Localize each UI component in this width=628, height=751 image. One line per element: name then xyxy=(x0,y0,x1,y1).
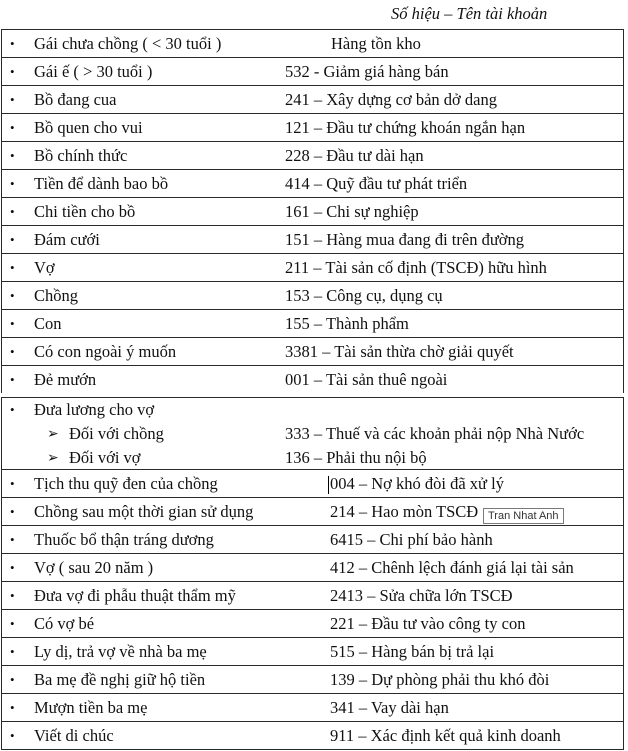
row-left-border xyxy=(1,526,2,553)
item-label: Bồ chính thức xyxy=(34,145,128,165)
table-row xyxy=(1,525,624,553)
bullet-icon: • xyxy=(10,35,15,51)
row-left-border xyxy=(1,338,2,365)
table-row xyxy=(1,365,624,393)
bullet-icon: • xyxy=(10,531,15,547)
bullet-icon: • xyxy=(10,402,15,417)
account-name: 2413 – Sửa chữa lớn TSCĐ xyxy=(330,585,513,605)
bullet-icon: • xyxy=(10,147,15,163)
item-label: Thuốc bổ thận tráng dương xyxy=(34,529,214,549)
row-left-border xyxy=(1,254,2,281)
row-left-border xyxy=(1,198,2,225)
row-left-border xyxy=(1,282,2,309)
table-row xyxy=(1,665,624,693)
bullet-icon: • xyxy=(10,559,15,575)
item-label: Ly dị, trả vợ về nhà ba mẹ xyxy=(34,641,207,661)
row-left-border xyxy=(1,114,2,141)
row-right-border xyxy=(623,526,624,553)
table-row xyxy=(1,29,624,57)
row-right-border xyxy=(623,86,624,113)
item-label: Bồ quen cho vui xyxy=(34,117,143,137)
bullet-icon: • xyxy=(10,371,15,387)
row-right-border xyxy=(623,142,624,169)
item-label: Đối với vợ xyxy=(69,448,141,467)
row-left-border xyxy=(1,638,2,665)
row-left-border xyxy=(1,226,2,253)
arrow-icon: ➢ xyxy=(47,426,59,442)
table-row xyxy=(1,309,624,337)
row-right-border xyxy=(623,198,624,225)
item-label: Tịch thu quỹ đen của chồng xyxy=(34,473,218,493)
account-name: 6415 – Chi phí bảo hành xyxy=(330,529,493,549)
account-name: 911 – Xác định kết quả kinh doanh xyxy=(330,725,561,745)
row-left-border xyxy=(1,470,2,497)
item-label: Gái ế ( > 30 tuổi ) xyxy=(34,61,153,81)
bullet-icon: • xyxy=(10,727,15,743)
bullet-icon: • xyxy=(10,315,15,331)
item-label: Chi tiền cho bồ xyxy=(34,201,136,221)
bullet-icon: • xyxy=(10,671,15,687)
item-label: Mượn tiền ba mẹ xyxy=(34,697,148,717)
row-left-border xyxy=(1,582,2,609)
account-name: 228 – Đầu tư dài hạn xyxy=(285,145,424,165)
account-name: 153 – Công cụ, dụng cụ xyxy=(285,285,443,305)
row-right-border xyxy=(623,554,624,581)
bullet-icon: • xyxy=(10,287,15,303)
row-left-border xyxy=(1,86,2,113)
bullet-icon: • xyxy=(10,615,15,631)
table-row xyxy=(1,253,624,281)
table-row xyxy=(1,337,624,365)
row-left-border xyxy=(1,666,2,693)
row-right-border xyxy=(623,722,624,749)
item-label: Có con ngoài ý muốn xyxy=(34,341,177,361)
table-row xyxy=(1,169,624,197)
item-label: Tiền để dành bao bồ xyxy=(34,173,169,193)
table-bottom-border xyxy=(1,749,624,750)
group-title: Đưa lương cho vợ xyxy=(34,400,155,419)
row-left-border xyxy=(1,58,2,85)
text-cursor xyxy=(328,476,329,494)
table-row xyxy=(1,693,624,721)
table-row xyxy=(1,721,624,749)
table-row xyxy=(1,637,624,665)
row-right-border xyxy=(623,694,624,721)
account-name: Hàng tồn kho xyxy=(331,33,421,53)
row-right-border xyxy=(623,610,624,637)
bullet-icon: • xyxy=(10,63,15,79)
header-title: Số hiệu – Tên tài khoản xyxy=(391,4,548,23)
account-name: 515 – Hàng bán bị trả lại xyxy=(330,641,495,661)
item-label: Vợ xyxy=(34,257,55,277)
table-row xyxy=(1,197,624,225)
account-name: 155 – Thành phẩm xyxy=(285,313,409,333)
table-row xyxy=(1,609,624,637)
account-name: 333 – Thuế và các khoản phải nộp Nhà Nước xyxy=(285,424,585,443)
row-left-border xyxy=(1,170,2,197)
row-right-border xyxy=(623,254,624,281)
account-name: 414 – Quỹ đầu tư phát triển xyxy=(285,173,468,193)
table-row xyxy=(1,281,624,309)
item-label: Vợ ( sau 20 năm ) xyxy=(34,557,154,577)
account-name: 136 – Phải thu nội bộ xyxy=(285,448,427,467)
row-right-border xyxy=(623,30,624,57)
account-name: 139 – Dự phòng phải thu khó đòi xyxy=(330,669,550,689)
account-name: 211 – Tài sản cố định (TSCĐ) hữu hình xyxy=(285,257,547,277)
account-name: 341 – Vay dài hạn xyxy=(330,697,449,717)
table-row xyxy=(1,113,624,141)
row-right-border xyxy=(623,310,624,337)
bullet-icon: • xyxy=(10,475,15,491)
row-right-border xyxy=(623,470,624,497)
item-label: Đối với chồng xyxy=(69,424,164,443)
table-row xyxy=(1,85,624,113)
account-name: 001 – Tài sản thuê ngoài xyxy=(285,369,448,389)
row-right-border xyxy=(623,282,624,309)
row-right-border xyxy=(623,498,624,525)
row-right-border xyxy=(623,170,624,197)
bullet-icon: • xyxy=(10,503,15,519)
table-header xyxy=(1,0,624,29)
table-row xyxy=(1,581,624,609)
bullet-icon: • xyxy=(10,119,15,135)
item-label: Con xyxy=(34,313,62,333)
row-left-border xyxy=(1,554,2,581)
account-name: 214 – Hao mòn TSCĐ xyxy=(330,501,479,521)
item-label: Đám cưới xyxy=(34,229,100,249)
row-right-border xyxy=(623,58,624,85)
bullet-icon: • xyxy=(10,91,15,107)
account-name: 161 – Chi sự nghiệp xyxy=(285,201,419,221)
row-right-border xyxy=(623,338,624,365)
account-name: 3381 – Tài sản thừa chờ giải quyết xyxy=(285,341,514,361)
item-label: Đẻ mướn xyxy=(34,369,97,389)
account-name: 004 – Nợ khó đòi đã xử lý xyxy=(330,473,504,493)
row-right-border xyxy=(623,226,624,253)
bullet-icon: • xyxy=(10,699,15,715)
table-row xyxy=(1,469,624,497)
row-left-border xyxy=(1,142,2,169)
account-name: 221 – Đầu tư vào công ty con xyxy=(330,613,526,633)
row-right-border xyxy=(623,582,624,609)
row-left-border xyxy=(1,30,2,57)
account-name: 151 – Hàng mua đang đi trên đường xyxy=(285,229,525,249)
account-name: 121 – Đầu tư chứng khoán ngắn hạn xyxy=(285,117,526,137)
account-name: 241 – Xây dựng cơ bản dở dang xyxy=(285,89,497,109)
item-label: Đưa vợ đi phẫu thuật thẩm mỹ xyxy=(34,585,236,605)
item-label: Viết di chúc xyxy=(34,725,114,745)
bullet-icon: • xyxy=(10,175,15,191)
row-right-border xyxy=(623,114,624,141)
bullet-icon: • xyxy=(10,231,15,247)
row-left-border xyxy=(1,610,2,637)
table-row xyxy=(1,141,624,169)
row-left-border xyxy=(1,694,2,721)
row-right-border xyxy=(623,666,624,693)
item-label: Có vợ bé xyxy=(34,613,95,633)
table-row-group xyxy=(1,397,624,469)
row-left-border xyxy=(1,310,2,337)
item-label: Chồng sau một thời gian sử dụng xyxy=(34,501,254,521)
bullet-icon: • xyxy=(10,259,15,275)
author-tooltip: Tran Nhat Anh xyxy=(483,508,564,524)
table-row xyxy=(1,57,624,85)
bullet-icon: • xyxy=(10,587,15,603)
bullet-icon: • xyxy=(10,343,15,359)
table-row xyxy=(1,225,624,253)
account-name: 532 - Giảm giá hàng bán xyxy=(285,61,449,81)
arrow-icon: ➢ xyxy=(47,450,59,466)
row-right-border xyxy=(623,366,624,393)
item-label: Chồng xyxy=(34,285,79,305)
item-label: Gái chưa chồng ( < 30 tuổi ) xyxy=(34,33,222,53)
item-label: Ba mẹ đề nghị giữ hộ tiền xyxy=(34,669,206,689)
sub-row xyxy=(1,446,624,470)
row-left-border xyxy=(1,366,2,393)
bullet-icon: • xyxy=(10,203,15,219)
row-left-border xyxy=(1,498,2,525)
row-right-border xyxy=(623,638,624,665)
row-left-border xyxy=(1,722,2,749)
item-label: Bồ đang cua xyxy=(34,89,117,109)
account-name: 412 – Chênh lệch đánh giá lại tài sản xyxy=(330,557,574,577)
sub-row xyxy=(1,422,624,446)
bullet-icon: • xyxy=(10,643,15,659)
table-row xyxy=(1,553,624,581)
